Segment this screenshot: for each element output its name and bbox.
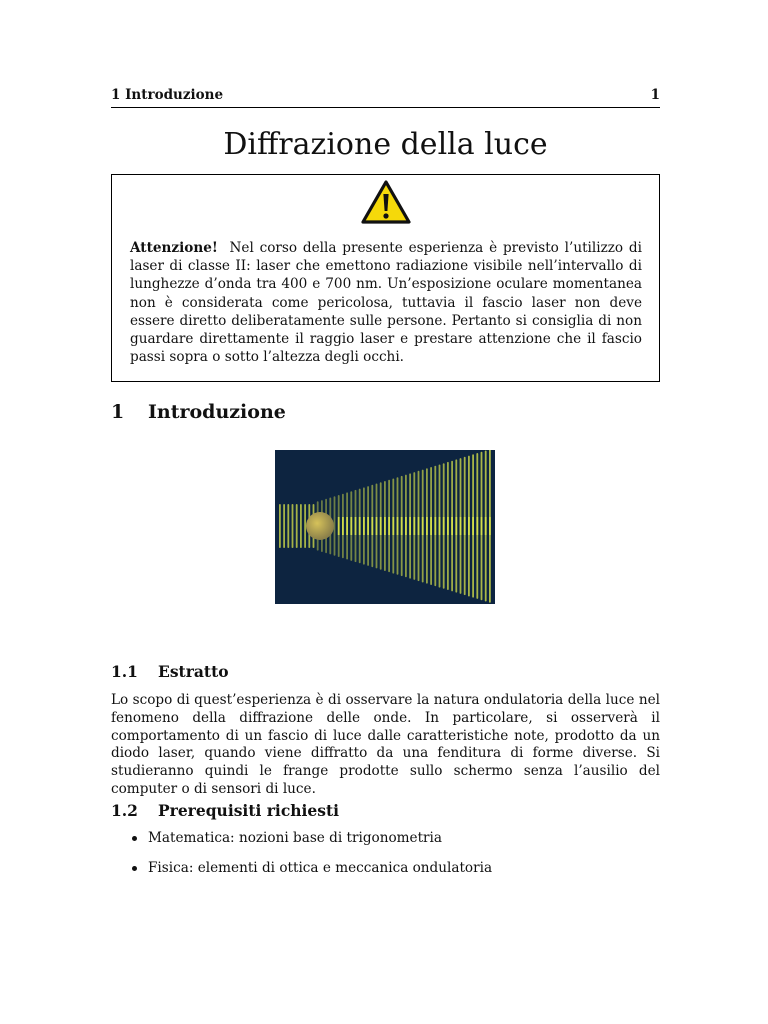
- subsection-heading-estratto: [111, 662, 229, 682]
- warning-label: Attenzione!: [130, 240, 218, 256]
- subsection-title: Estratto: [158, 662, 229, 681]
- subsection-number: 1.2: [111, 801, 138, 820]
- bullet-icon: [132, 836, 137, 841]
- bullet-icon: [132, 866, 137, 871]
- subsection-heading-prerequisiti: [111, 801, 339, 821]
- warning-triangle-icon: [361, 180, 411, 224]
- page-number: 1: [650, 87, 660, 103]
- prerequisites-list: [111, 829, 660, 889]
- subsection-number: 1.1: [111, 662, 138, 681]
- obstacle-sphere: [306, 512, 334, 540]
- document-title: Diffrazione della luce: [223, 127, 548, 162]
- warning-body: Nel corso della presente esperienza è previsto l’utilizzo di laser di classe II: laser che emettono radiazione visibile nell’intervallo di lunghezze d’onda tra 400 e 700 nm. Un’esposizione oculare momentanea non è considerata come pericolosa, tuttavia il fascio laser non deve essere diretto deliberatamente sulle persone. Pertanto si consiglia di non guardare direttamente il raggio laser e prestare attenzione che il fascio passi sopra o sotto l’altezza degli occhi.: [130, 240, 642, 366]
- running-header: [111, 87, 660, 108]
- abstract-paragraph: Lo scopo di quest’esperienza è di osservare la natura ondulatoria della luce nel fenomeno della diffrazione delle onde. In particolare, si osserverà il comportamento di un fascio di luce dalle caratteristiche note, prodotto da un diodo laser, quando viene diffratto da una fenditura di forme diverse. Si studieranno quindi le frange prodotte sullo schermo senza l’ausilio del computer o di sensori di luce.: [111, 692, 660, 797]
- section-number: 1: [111, 401, 125, 423]
- diffraction-figure: [275, 450, 495, 604]
- list-item: [111, 859, 660, 877]
- list-item-text: Matematica: nozioni base di trigonometria: [148, 830, 443, 846]
- list-item-text: Fisica: elementi di ottica e meccanica ondulatoria: [148, 860, 493, 876]
- section-title: Introduzione: [148, 401, 286, 423]
- section-heading: [111, 400, 286, 424]
- running-header-section: 1 Introduzione: [111, 87, 224, 103]
- subsection-title: Prerequisiti richiesti: [158, 801, 340, 820]
- list-item: [111, 829, 660, 847]
- warning-box: [111, 174, 660, 382]
- warning-text: [130, 239, 642, 366]
